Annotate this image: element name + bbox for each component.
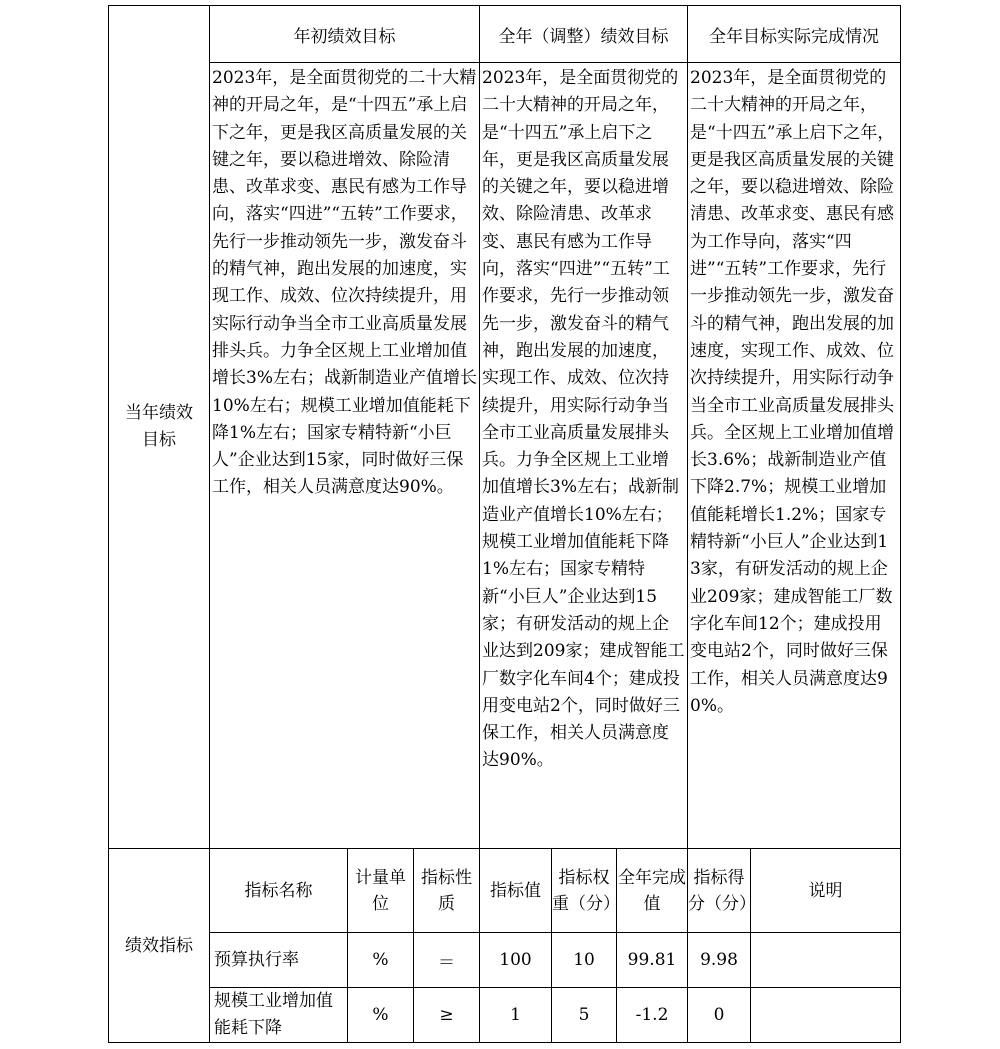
header-initial-goal: 年初绩效目标: [210, 6, 480, 63]
indicator-target: 100: [480, 933, 552, 988]
header-actual-completion: 全年目标实际完成情况: [688, 6, 901, 63]
col-header-nature: 指标性质: [414, 849, 480, 933]
col-header-unit: 计量单位: [348, 849, 414, 933]
indicator-actual: 99.81: [617, 933, 688, 988]
table-row: [109, 988, 901, 1043]
indicator-score: 9.98: [688, 933, 751, 988]
indicator-actual: -1.2: [617, 988, 688, 1043]
indicator-unit: %: [348, 988, 414, 1043]
indicator-score: 0: [688, 988, 751, 1043]
row-label-indicators: 绩效指标: [109, 849, 210, 1043]
col-header-weight: 指标权重（分）: [552, 849, 617, 933]
indicator-unit: %: [348, 933, 414, 988]
performance-table: [108, 5, 901, 1043]
indicator-nature: ＝: [414, 933, 480, 988]
adjusted-goal-text: 2023年，是全面贯彻党的二十大精神的开局之年，是“十四五”承上启下之年，更是我区高质量发展的关键之年，要以稳进增效、除险清患、改革求变、惠民有感为工作导向，落实“四进”“五转”工作要求，先行一步推动领先一步，激发奋斗的精气神，跑出发展的加速度，实现工作、成效、位次持续提升，用实际行动争当全市工业高质量发展排头兵。力争全区规上工业增加值增长3%左右；战新制造业产值增长10%左右；规模工业增加值能耗下降1%左右；国家专精特新“小巨人”企业达到15家；有研发活动的规上企业达到209家；建成智能工厂数字化车间4个；建成投用变电站2个，同时做好三保工作，相关人员满意度达90%。: [480, 63, 688, 849]
goal-text-row: [109, 63, 901, 849]
indicator-nature: ≥: [414, 988, 480, 1043]
col-header-score: 指标得分（分）: [688, 849, 751, 933]
indicator-note: [751, 988, 901, 1043]
indicator-name: 规模工业增加值能耗下降: [210, 988, 348, 1043]
initial-goal-text: 2023年，是全面贯彻党的二十大精神的开局之年，是“十四五”承上启下之年，更是我区高质量发展的关键之年，要以稳进增效、除险清患、改革求变、惠民有感为工作导向，落实“四进”“五转”工作要求，先行一步推动领先一步，激发奋斗的精气神，跑出发展的加速度，实现工作、成效、位次持续提升，用实际行动争当全市工业高质量发展排头兵。力争全区规上工业增加值增长3%左右；战新制造业产值增长10%左右；规模工业增加值能耗下降1%左右；国家专精特新“小巨人”企业达到15家，同时做好三保工作，相关人员满意度达90%。: [210, 63, 480, 849]
indicator-header-row: [109, 849, 901, 933]
col-header-target: 指标值: [480, 849, 552, 933]
col-header-note: 说明: [751, 849, 901, 933]
actual-completion-text: 2023年，是全面贯彻党的二十大精神的开局之年，是“十四五”承上启下之年，更是我区高质量发展的关键之年，要以稳进增效、除险清患、改革求变、惠民有感为工作导向，落实“四进”“五转”工作要求，先行一步推动领先一步，激发奋斗的精气神，跑出发展的加速度，实现工作、成效、位次持续提升，用实际行动争当全市工业高质量发展排头兵。全区规上工业增加值增长3.6%；战新制造业产值下降2.7%；规模工业增加值能耗增长1.2%；国家专精特新“小巨人”企业达到13家，有研发活动的规上企业209家；建成智能工厂数字化车间12个；建成投用变电站2个，同时做好三保工作，相关人员满意度达90%。: [688, 63, 901, 849]
goal-header-row: [109, 6, 901, 63]
table-row: [109, 933, 901, 988]
header-adjusted-goal: 全年（调整）绩效目标: [480, 6, 688, 63]
indicator-weight: 5: [552, 988, 617, 1043]
indicator-weight: 10: [552, 933, 617, 988]
indicator-target: 1: [480, 988, 552, 1043]
indicator-note: [751, 933, 901, 988]
col-header-actual: 全年完成值: [617, 849, 688, 933]
indicator-name: 预算执行率: [210, 933, 348, 988]
row-label-goals: 当年绩效目标: [109, 6, 210, 849]
col-header-name: 指标名称: [210, 849, 348, 933]
